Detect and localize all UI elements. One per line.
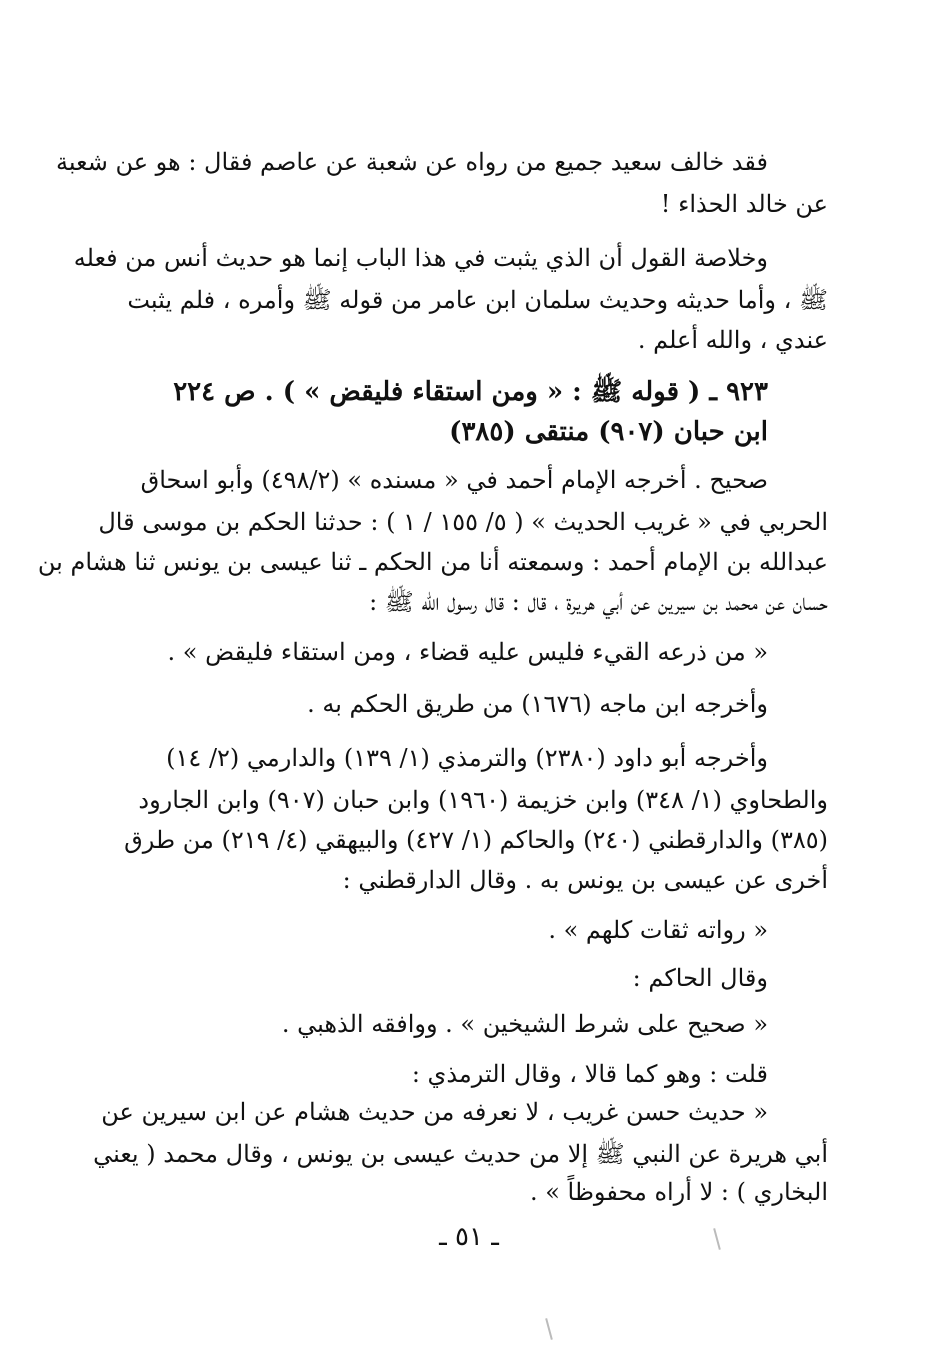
text-line: الحربي في « غريب الحديث » ( ٥/ ١٥٥ / ١ ) : حدثنا الحكم بن موسى قال — [98, 508, 828, 536]
quote-line: « صحيح على شرط الشيخين » . ووافقه الذهبي . — [281, 1010, 768, 1038]
text-line: عندي ، والله أعلم . — [637, 326, 828, 354]
text-line: عن خالد الحذاء ! — [660, 190, 828, 218]
quote-line: أبي هريرة عن النبي ﷺ إلا من حديث عيسى بن يونس ، وقال محمد ( يعني — [93, 1140, 828, 1168]
text-line: عبدالله بن الإمام أحمد : وسمعته أنا من الحكم ـ ثنا عيسى بن يونس ثنا هشام بن — [37, 548, 828, 576]
text-line: قلت : وهو كما قالا ، وقال الترمذي : — [411, 1060, 768, 1088]
quote-line: « رواته ثقات كلهم » . — [548, 916, 768, 944]
quote-line: البخاري ) : لا أراه محفوظاً » . — [529, 1178, 828, 1206]
text-line: وخلاصة القول أن الذي يثبت في هذا الباب إنما هو حديث أنس من فعله — [73, 244, 768, 272]
text-line: فقد خالف سعيد جميع من رواه عن شعبة عن عاصم فقال : هو عن شعبة — [56, 148, 768, 176]
scan-speck — [545, 1318, 553, 1340]
text-line: وأخرجه أبو داود (٢٣٨٠) والترمذي (١/ ١٣٩) والدارمي (٢/ ١٤) — [166, 744, 768, 772]
text-line: (٣٨٥) والدارقطني (٢٤٠) والحاكم (١/ ٤٢٧) والبيهقي (٤/ ٢١٩) من طرق — [124, 826, 828, 854]
text-line: صحيح . أخرجه الإمام أحمد في « مسنده » (٤٩٨/٢) وأبو اسحاق — [140, 466, 768, 494]
text-line: وأخرجه ابن ماجه (١٦٧٦) من طريق الحكم به . — [307, 690, 768, 718]
text-line: والطحاوي (١/ ٣٤٨) وابن خزيمة (١٩٦٠) وابن حبان (٩٠٧) وابن الجارود — [138, 786, 828, 814]
quote-line: « حديث حسن غريب ، لا نعرفه من حديث هشام عن ابن سيرين عن — [101, 1098, 768, 1126]
text-line: وقال الحاكم : — [632, 964, 768, 992]
text-line: حسان عن محمد بن سيرين عن أبي هريرة ، قال : قال رسول الله ﷺ : — [369, 588, 828, 616]
hadith-reference: ابن حبان (٩٠٧) منتقى (٣٨٥) — [449, 417, 768, 447]
quote-line: « من ذرعه القيء فليس عليه قضاء ، ومن استقاء فليقض » . — [167, 638, 768, 666]
hadith-heading: ٩٢٣ ـ ( قوله ﷺ : « ومن استقاء فليقض » ) . ص ٢٢٤ — [173, 377, 768, 407]
text-line: أخرى عن عيسى بن يونس به . وقال الدارقطني : — [342, 866, 828, 894]
text-line: ﷺ ، وأما حديثه وحديث سلمان ابن عامر من قوله ﷺ وأمره ، فلم يثبت — [127, 286, 828, 314]
page-number: ـ ٥١ ـ — [439, 1222, 499, 1252]
